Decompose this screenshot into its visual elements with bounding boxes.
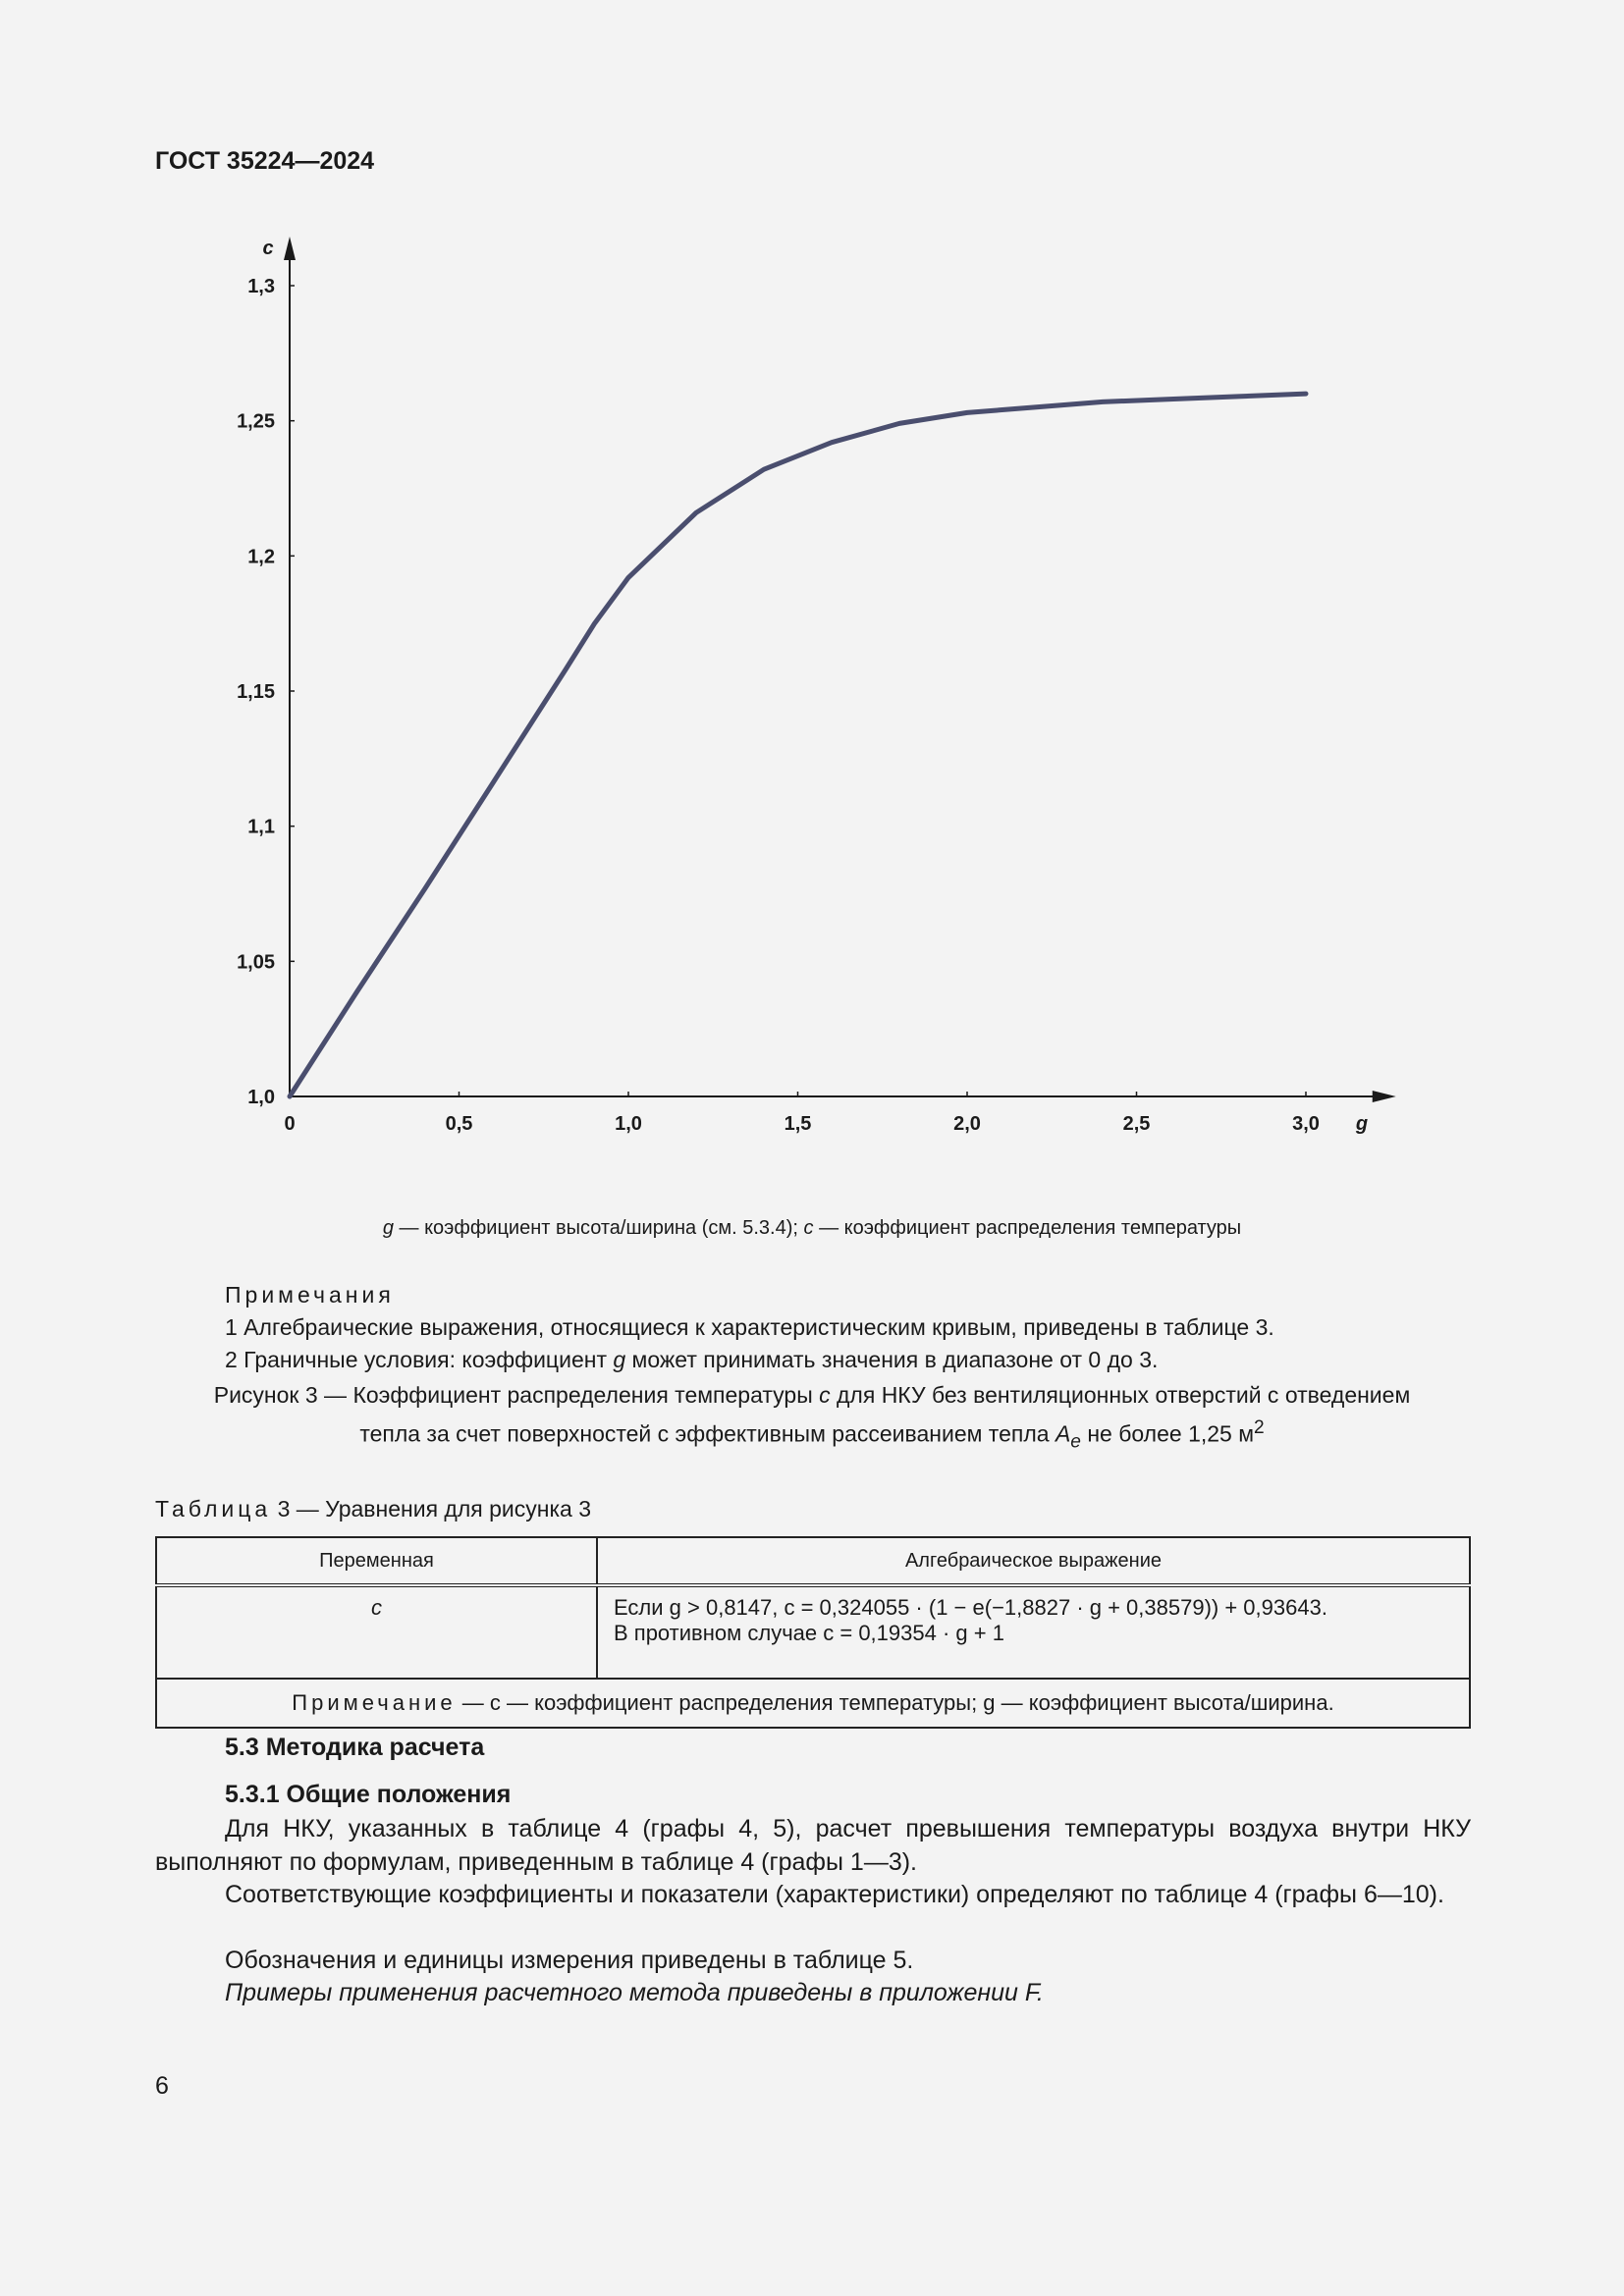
variable-c: c: [371, 1595, 382, 1620]
note-2: 2 Граничные условия: коэффициент g может принимать значения в диапазоне от 0 до 3.: [225, 1347, 1159, 1372]
x-tick-label: 0: [284, 1113, 296, 1135]
heading-5-3-1: 5.3.1 Общие положения: [225, 1781, 512, 1808]
x-tick-label: 2,5: [1122, 1113, 1151, 1135]
table-note-text: — c — коэффициент распределения температуры; g — коэффициент высота/ширина.: [456, 1690, 1334, 1715]
paragraph-1: Для НКУ, указанных в таблице 4 (графы 4, 5), расчет превышения температуры воздуха внутри НКУ выполняют по формулам, приведенным в таблице 4 (графы 1—3).: [155, 1815, 1471, 1876]
notes-title: Примечания: [225, 1282, 395, 1308]
table-note-row: Примечание — c — коэффициент распределения температуры; g — коэффициент высота/ширина.: [156, 1679, 1470, 1728]
legend-c-symbol: c: [803, 1217, 814, 1239]
figure-caption: [137, 1379, 1487, 1458]
page-number: 6: [155, 2072, 169, 2100]
figure-notes: [225, 1279, 1274, 1376]
legend-g-symbol: g: [382, 1217, 394, 1239]
heading-5-3: 5.3 Методика расчета: [225, 1734, 485, 1761]
y-tick-label: 1,1: [247, 816, 275, 838]
y-tick-label: 1,0: [247, 1087, 275, 1108]
col-expression: Алгебраическое выражение: [597, 1537, 1470, 1585]
x-tick-label: 3,0: [1292, 1113, 1320, 1135]
x-tick-label: 1,0: [615, 1113, 642, 1135]
legend-g-text: — коэффициент высота/ширина (см. 5.3.4);: [393, 1217, 804, 1239]
table-3-title: Таблица 3 — Уравнения для рисунка 3: [155, 1496, 591, 1522]
col-variable: Переменная: [156, 1537, 597, 1585]
x-axis-arrow: [1373, 1091, 1396, 1102]
table-row: [156, 1585, 1470, 1679]
paragraph-2: Соответствующие коэффициенты и показатели (характеристики) определяют по таблице 4 (графы 6—10).: [225, 1881, 1444, 1908]
table-3: [155, 1536, 1471, 1729]
x-tick-label: 1,5: [784, 1113, 812, 1135]
table-header-row: [156, 1537, 1470, 1585]
y-axis-arrow: [284, 237, 296, 260]
x-tick-label: 0,5: [445, 1113, 473, 1135]
y-axis-label: c: [262, 238, 274, 259]
paragraph-4: Примеры применения расчетного метода приведены в приложении F.: [225, 1979, 1044, 2006]
y-tick-label: 1,15: [237, 681, 275, 703]
y-tick-label: 1,05: [237, 951, 275, 974]
series-line: [290, 394, 1306, 1096]
y-tick-label: 1,25: [237, 410, 275, 433]
x-tick-label: 2,0: [953, 1113, 981, 1135]
caption-line-2: тепла за счет поверхностей с эффективным рассеиванием тепла $A_e$ не более 1,25 $м^2$: [359, 1417, 1265, 1453]
expression-line-2: В противном случае c = 0,19354 · g + 1: [614, 1621, 1004, 1645]
figure-legend: [0, 1217, 1624, 1240]
x-axis-label: g: [1355, 1113, 1369, 1135]
y-tick-label: 1,3: [247, 276, 275, 297]
note-1: 1 Алгебраические выражения, относящиеся к характеристическим кривым, приведены в таблице 3.: [225, 1314, 1274, 1340]
y-tick-label: 1,2: [247, 546, 275, 568]
paragraph-3: Обозначения и единицы измерения приведены в таблице 5.: [225, 1947, 914, 1974]
standard-header: ГОСТ 35224—2024: [155, 147, 375, 175]
legend-c-text: — коэффициент распределения температуры: [813, 1217, 1242, 1239]
caption-line-1: Рисунок 3 — Коэффициент распределения температуры c для НКУ без вентиляционных отверстий с отведением: [213, 1382, 1411, 1408]
expression-line-1: Если g > 0,8147, c = 0,324055 · (1 − e(−1,8827 · g + 0,38579)) + 0,93643.: [614, 1595, 1327, 1620]
